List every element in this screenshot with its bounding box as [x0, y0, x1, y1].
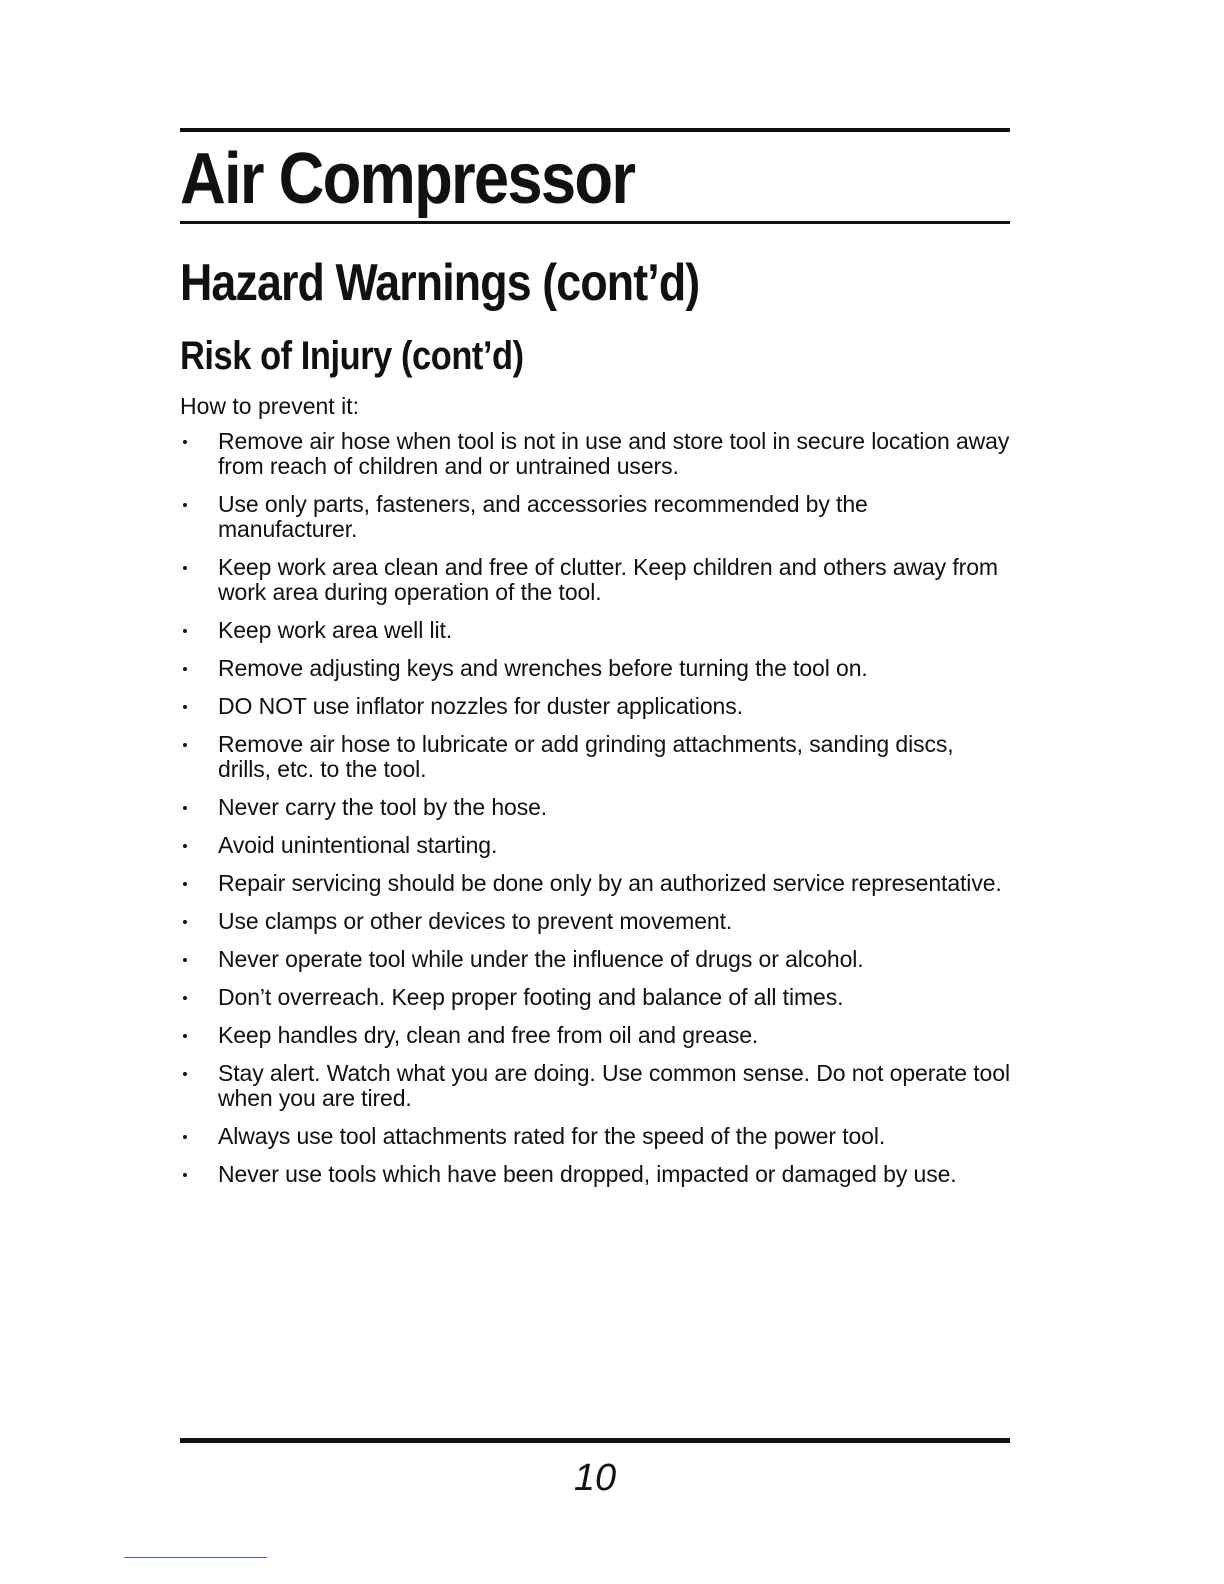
- list-item-text: Repair servicing should be done only by an authorized service representative.: [218, 870, 1002, 896]
- list-item-text: Use only parts, fasteners, and accessories recommended by the manufacturer.: [218, 491, 868, 542]
- manual-page: [180, 0, 1010, 1584]
- list-item: [180, 1162, 1010, 1187]
- list-item: [180, 795, 1010, 820]
- bullet-icon: [183, 1072, 187, 1076]
- bullet-icon: [183, 503, 187, 507]
- list-item: [180, 985, 1010, 1010]
- bullet-icon: [183, 996, 187, 1000]
- list-item-text: Remove adjusting keys and wrenches before turning the tool on.: [218, 655, 868, 681]
- list-item-text: Keep work area well lit.: [218, 617, 453, 643]
- title-rule: [180, 221, 1010, 224]
- bullet-icon: [183, 844, 187, 848]
- list-item-text: Always use tool attachments rated for the speed of the power tool.: [218, 1123, 886, 1149]
- list-item-text: Don’t overreach. Keep proper footing and balance of all times.: [218, 984, 844, 1010]
- bullet-icon: [183, 566, 187, 570]
- page-number: 10: [573, 1457, 617, 1499]
- bullet-icon: [183, 667, 187, 671]
- list-item-text: Never use tools which have been dropped, impacted or damaged by use.: [218, 1161, 957, 1187]
- bullet-icon: [183, 920, 187, 924]
- list-item: [180, 1124, 1010, 1149]
- list-item-text: Remove air hose when tool is not in use and store tool in secure location away from reach of children and or untrained users.: [218, 428, 1010, 479]
- bullet-icon: [183, 705, 187, 709]
- scan-artifact-line: [124, 1557, 267, 1558]
- list-item: [180, 555, 1010, 605]
- list-item-text: Use clamps or other devices to prevent movement.: [218, 908, 733, 934]
- list-item: [180, 492, 1010, 542]
- bullet-icon: [183, 806, 187, 810]
- list-item: [180, 909, 1010, 934]
- list-item: [180, 1023, 1010, 1048]
- list-item: [180, 947, 1010, 972]
- list-item-text: Avoid unintentional starting.: [218, 832, 498, 858]
- list-item: [180, 429, 1010, 479]
- list-item-text: Keep work area clean and free of clutter. Keep children and others away from work area during operation of the tool.: [218, 554, 998, 605]
- section-subheading: Risk of Injury (cont’d): [180, 334, 524, 378]
- list-item-text: Stay alert. Watch what you are doing. Use common sense. Do not operate tool when you are tired.: [218, 1060, 1010, 1111]
- list-item: [180, 618, 1010, 643]
- list-item-text: Keep handles dry, clean and free from oil and grease.: [218, 1022, 759, 1048]
- bullet-icon: [183, 882, 187, 886]
- bullet-icon: [183, 1034, 187, 1038]
- page-title: Air Compressor: [180, 139, 635, 219]
- list-item-text: Never operate tool while under the influence of drugs or alcohol.: [218, 946, 864, 972]
- list-item: [180, 833, 1010, 858]
- bullet-icon: [183, 629, 187, 633]
- bullet-icon: [183, 1135, 187, 1139]
- bullet-icon: [183, 958, 187, 962]
- prevention-list: [180, 429, 1010, 1200]
- list-item-text: DO NOT use inflator nozzles for duster applications.: [218, 693, 743, 719]
- list-item-text: Remove air hose to lubricate or add grinding attachments, sanding discs, drills, etc. to the tool.: [218, 731, 954, 782]
- list-item: [180, 871, 1010, 896]
- list-item: [180, 1061, 1010, 1111]
- bullet-icon: [183, 1173, 187, 1177]
- bullet-icon: [183, 440, 187, 444]
- section-heading: Hazard Warnings (cont’d): [180, 254, 700, 312]
- bottom-rule: [180, 1438, 1010, 1443]
- list-item-text: Never carry the tool by the hose.: [218, 794, 548, 820]
- list-item: [180, 656, 1010, 681]
- bullet-icon: [183, 743, 187, 747]
- intro-text: How to prevent it:: [180, 393, 359, 419]
- list-item: [180, 732, 1010, 782]
- list-item: [180, 694, 1010, 719]
- top-rule: [180, 128, 1010, 132]
